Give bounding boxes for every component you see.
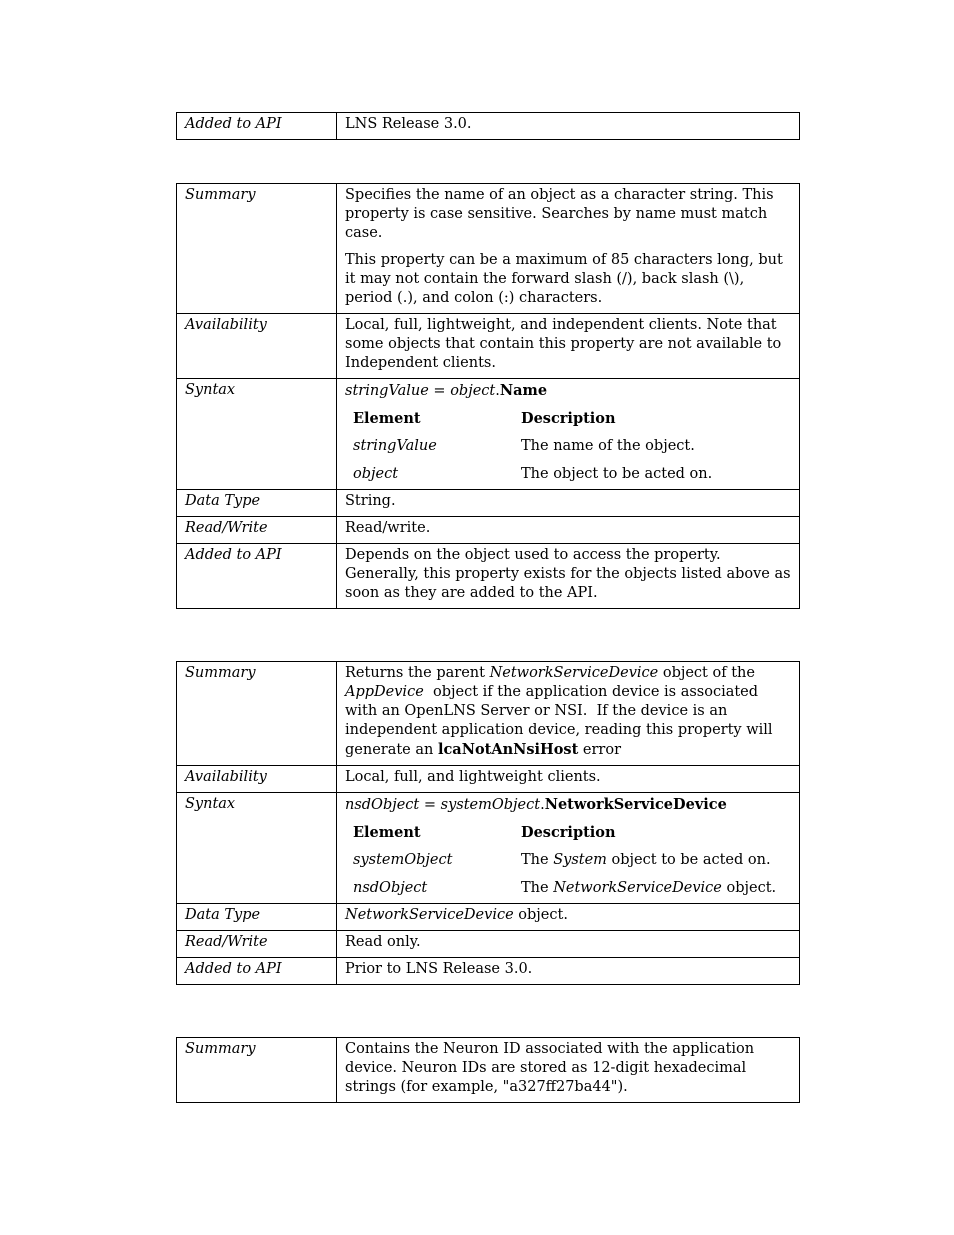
added-value: Prior to LNS Release 3.0.: [337, 958, 800, 985]
element-row: [345, 879, 791, 898]
syntax-equals: =: [428, 383, 451, 399]
summary-text-italic: AppDevice: [345, 684, 424, 700]
readwrite-label: Read/Write: [177, 517, 337, 544]
readwrite-value: Read only.: [337, 931, 800, 958]
summary-text-bold: lcaNotAnNsiHost: [437, 741, 579, 758]
syntax-row: [177, 793, 800, 904]
element-name: nsdObject: [353, 880, 428, 896]
datatype-label: Data Type: [177, 490, 337, 517]
description-header: Description: [521, 410, 616, 427]
element-description: [513, 879, 791, 898]
summary-row: [177, 1038, 800, 1103]
summary-label: Summary: [177, 1038, 337, 1103]
summary-cell: [337, 662, 800, 766]
element-description: [513, 851, 791, 879]
readwrite-row: [177, 931, 800, 958]
added-value: Depends on the object used to access the property. Generally, this property exists for the objects listed above as soon as they are added to the API.: [337, 544, 800, 609]
added-row: [177, 544, 800, 609]
summary-cell: [337, 184, 800, 314]
availability-row: [177, 314, 800, 379]
element-header: Element: [353, 824, 421, 841]
name-property-table: [176, 183, 800, 609]
datatype-text: object.: [513, 907, 568, 923]
syntax-cell: [337, 379, 800, 490]
readwrite-value: Read/write.: [337, 517, 800, 544]
element-description: The name of the object.: [521, 438, 695, 454]
datatype-row: [177, 904, 800, 931]
syntax-label: Syntax: [177, 379, 337, 490]
availability-value: Local, full, lightweight, and independent clients. Note that some objects that contain this property are not available to Independent clients.: [337, 314, 800, 379]
summary-paragraph: This property can be a maximum of 85 characters long, but it may not contain the forward slash (/), back slash (\), period (.), and colon (:) characters.: [345, 252, 783, 306]
added-label: Added to API: [177, 958, 337, 985]
description-text: The: [521, 852, 554, 868]
syntax-variable: nsdObject: [345, 797, 420, 813]
syntax-property: NetworkServiceDevice: [544, 796, 727, 813]
syntax-cell: [337, 793, 800, 904]
readwrite-label: Read/Write: [177, 931, 337, 958]
summary-row: [177, 662, 800, 766]
added-label: Added to API: [177, 544, 337, 609]
description-header: Description: [521, 824, 616, 841]
network-service-device-table: [176, 661, 800, 985]
syntax-equals: =: [419, 797, 441, 813]
syntax-object: object: [450, 383, 496, 399]
summary-text: object of the: [658, 665, 755, 681]
availability-value: Local, full, and lightweight clients.: [337, 766, 800, 793]
description-text-italic: System: [553, 852, 607, 868]
summary-text: Returns the parent: [345, 665, 490, 681]
element-name: object: [353, 466, 399, 482]
added-to-api-table: [176, 112, 800, 140]
summary-text: object if the application device is associated with an OpenLNS Server or NSI. If the device is an independent application device, reading this property will generate an: [345, 684, 778, 758]
summary-text: error: [578, 742, 621, 758]
syntax-property: Name: [499, 382, 548, 399]
description-text: object to be acted on.: [606, 852, 771, 868]
syntax-expression: [345, 381, 791, 401]
element-name: systemObject: [353, 852, 453, 868]
added-row: [177, 113, 800, 140]
readwrite-row: [177, 517, 800, 544]
syntax-row: [177, 379, 800, 490]
summary-label: Summary: [177, 184, 337, 314]
syntax-expression: [345, 795, 791, 815]
element-table: [345, 823, 791, 898]
element-header-row: [345, 823, 791, 851]
description-text: The: [521, 880, 554, 896]
datatype-label: Data Type: [177, 904, 337, 931]
datatype-value: [337, 904, 800, 931]
description-text-italic: NetworkServiceDevice: [553, 880, 722, 896]
element-name: stringValue: [353, 438, 437, 454]
element-table: [345, 409, 791, 484]
element-description: The object to be acted on.: [521, 466, 713, 482]
syntax-dot: .: [540, 797, 545, 813]
element-header-row: [345, 409, 791, 437]
element-row: [345, 465, 791, 484]
availability-label: Availability: [177, 766, 337, 793]
availability-label: Availability: [177, 314, 337, 379]
syntax-label: Syntax: [177, 793, 337, 904]
datatype-row: [177, 490, 800, 517]
syntax-variable: stringValue: [345, 383, 429, 399]
datatype-value: String.: [337, 490, 800, 517]
summary-value: Contains the Neuron ID associated with the application device. Neuron IDs are stored as 12-digit hexadecimal strings (for example, "a327ff27ba44").: [337, 1038, 800, 1103]
description-text: object.: [721, 880, 777, 896]
datatype-italic: NetworkServiceDevice: [345, 907, 514, 923]
element-row: [345, 437, 791, 465]
neuron-id-table: [176, 1037, 800, 1103]
summary-paragraph: Specifies the name of an object as a character string. This property is case sensitive. Searches by name must match case.: [345, 187, 774, 241]
availability-row: [177, 766, 800, 793]
element-row: [345, 851, 791, 879]
summary-row: [177, 184, 800, 314]
summary-text-italic: NetworkServiceDevice: [489, 665, 659, 681]
added-label: Added to API: [177, 113, 337, 140]
summary-label: Summary: [177, 662, 337, 766]
added-value: LNS Release 3.0.: [337, 113, 800, 140]
element-header: Element: [353, 410, 421, 427]
added-row: [177, 958, 800, 985]
syntax-dot: .: [495, 383, 500, 399]
syntax-object: systemObject: [440, 797, 541, 813]
